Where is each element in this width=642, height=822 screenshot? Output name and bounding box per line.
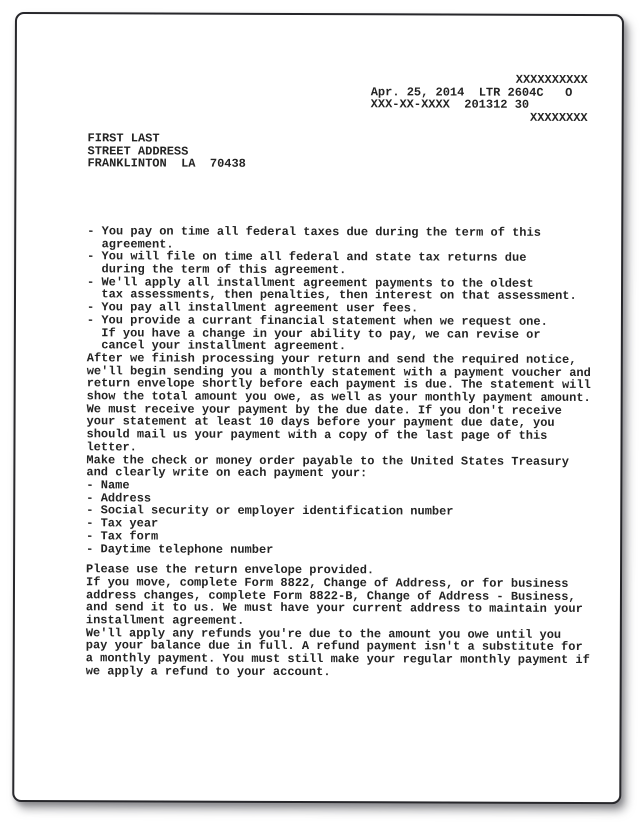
payment-detail-item: - Address [86,490,152,506]
agreement-terms-list [87,225,621,354]
payment-detail-list [86,479,620,557]
letter-header-block [371,73,588,125]
paragraph-refund-application: We'll apply any refunds you're due to the amount you owe until you pay your balance due in full. A refund payment isn't a substitute for a monthly payment. You must still make your regular monthly payment if we apply a refund to your account. [85,625,590,679]
letter-page [12,12,624,804]
payment-detail-item: - Tax year [86,516,159,531]
term-item: - You pay on time all federal taxes due during the term of this agreement. [87,224,541,252]
letter-body [86,225,622,679]
paragraph-return-envelope: Please use the return envelope provided. [86,562,375,578]
paragraph-monthly-statement: After we finish processing your return and send the required notice, we'll begin sending you a monthly statement with a payment voucher and return envelope shortly before each payment is due. The statement will show the total amount you owe, as well as your monthly payment amount. We must receive your payment by the due date. If you don't receive your statement at least 10 days before your payment due date, you should mail us your payment with a copy of the last page of this letter. [86,351,591,455]
payment-detail-item: - Daytime telephone number [86,541,274,557]
term-item: - We'll apply all installment agreement payments to the oldest tax assessments, then penalties, then interest on that assessment. [86,274,577,304]
paragraph-check-payable: Make the check or money order payable to the United States Treasury and clearly write on each payment your: [86,452,569,481]
masked-id-bottom: XXXXXXXX [529,110,588,126]
recipient-street: STREET ADDRESS [87,143,189,159]
payment-detail-item: - Tax form [86,529,159,544]
payment-detail-item: - Name [86,478,130,493]
term-item: - You pay all installment agreement user fees. [86,300,419,316]
tin-tax-period-line: XXX-XX-XXXX 201312 30 [370,97,530,113]
payment-detail-item: - Social security or employer identification number [86,503,454,519]
recipient-address-block [87,132,621,172]
recipient-city-state-zip: FRANKLINTON LA 70438 [87,156,246,172]
term-item: - You provide a currant financial statement when we request one. If you have a change in your ability to pay, we can revise or cancel your installment agreement. [86,313,548,354]
term-item: - You will file on time all federal and state tax returns due during the term of this agreement. [87,249,527,278]
paragraph-change-of-address: If you move, complete Form 8822, Change of Address, or for business address changes, complete Form 8822-B, Change of Address - Business, and send it to us. We must have your current address to maintain your installment agreement. [85,575,583,628]
recipient-name: FIRST LAST [87,131,160,146]
masked-id-top: XXXXXXXXXX [515,72,588,87]
date-letter-number-line: Apr. 25, 2014 LTR 2604C O [370,84,573,100]
